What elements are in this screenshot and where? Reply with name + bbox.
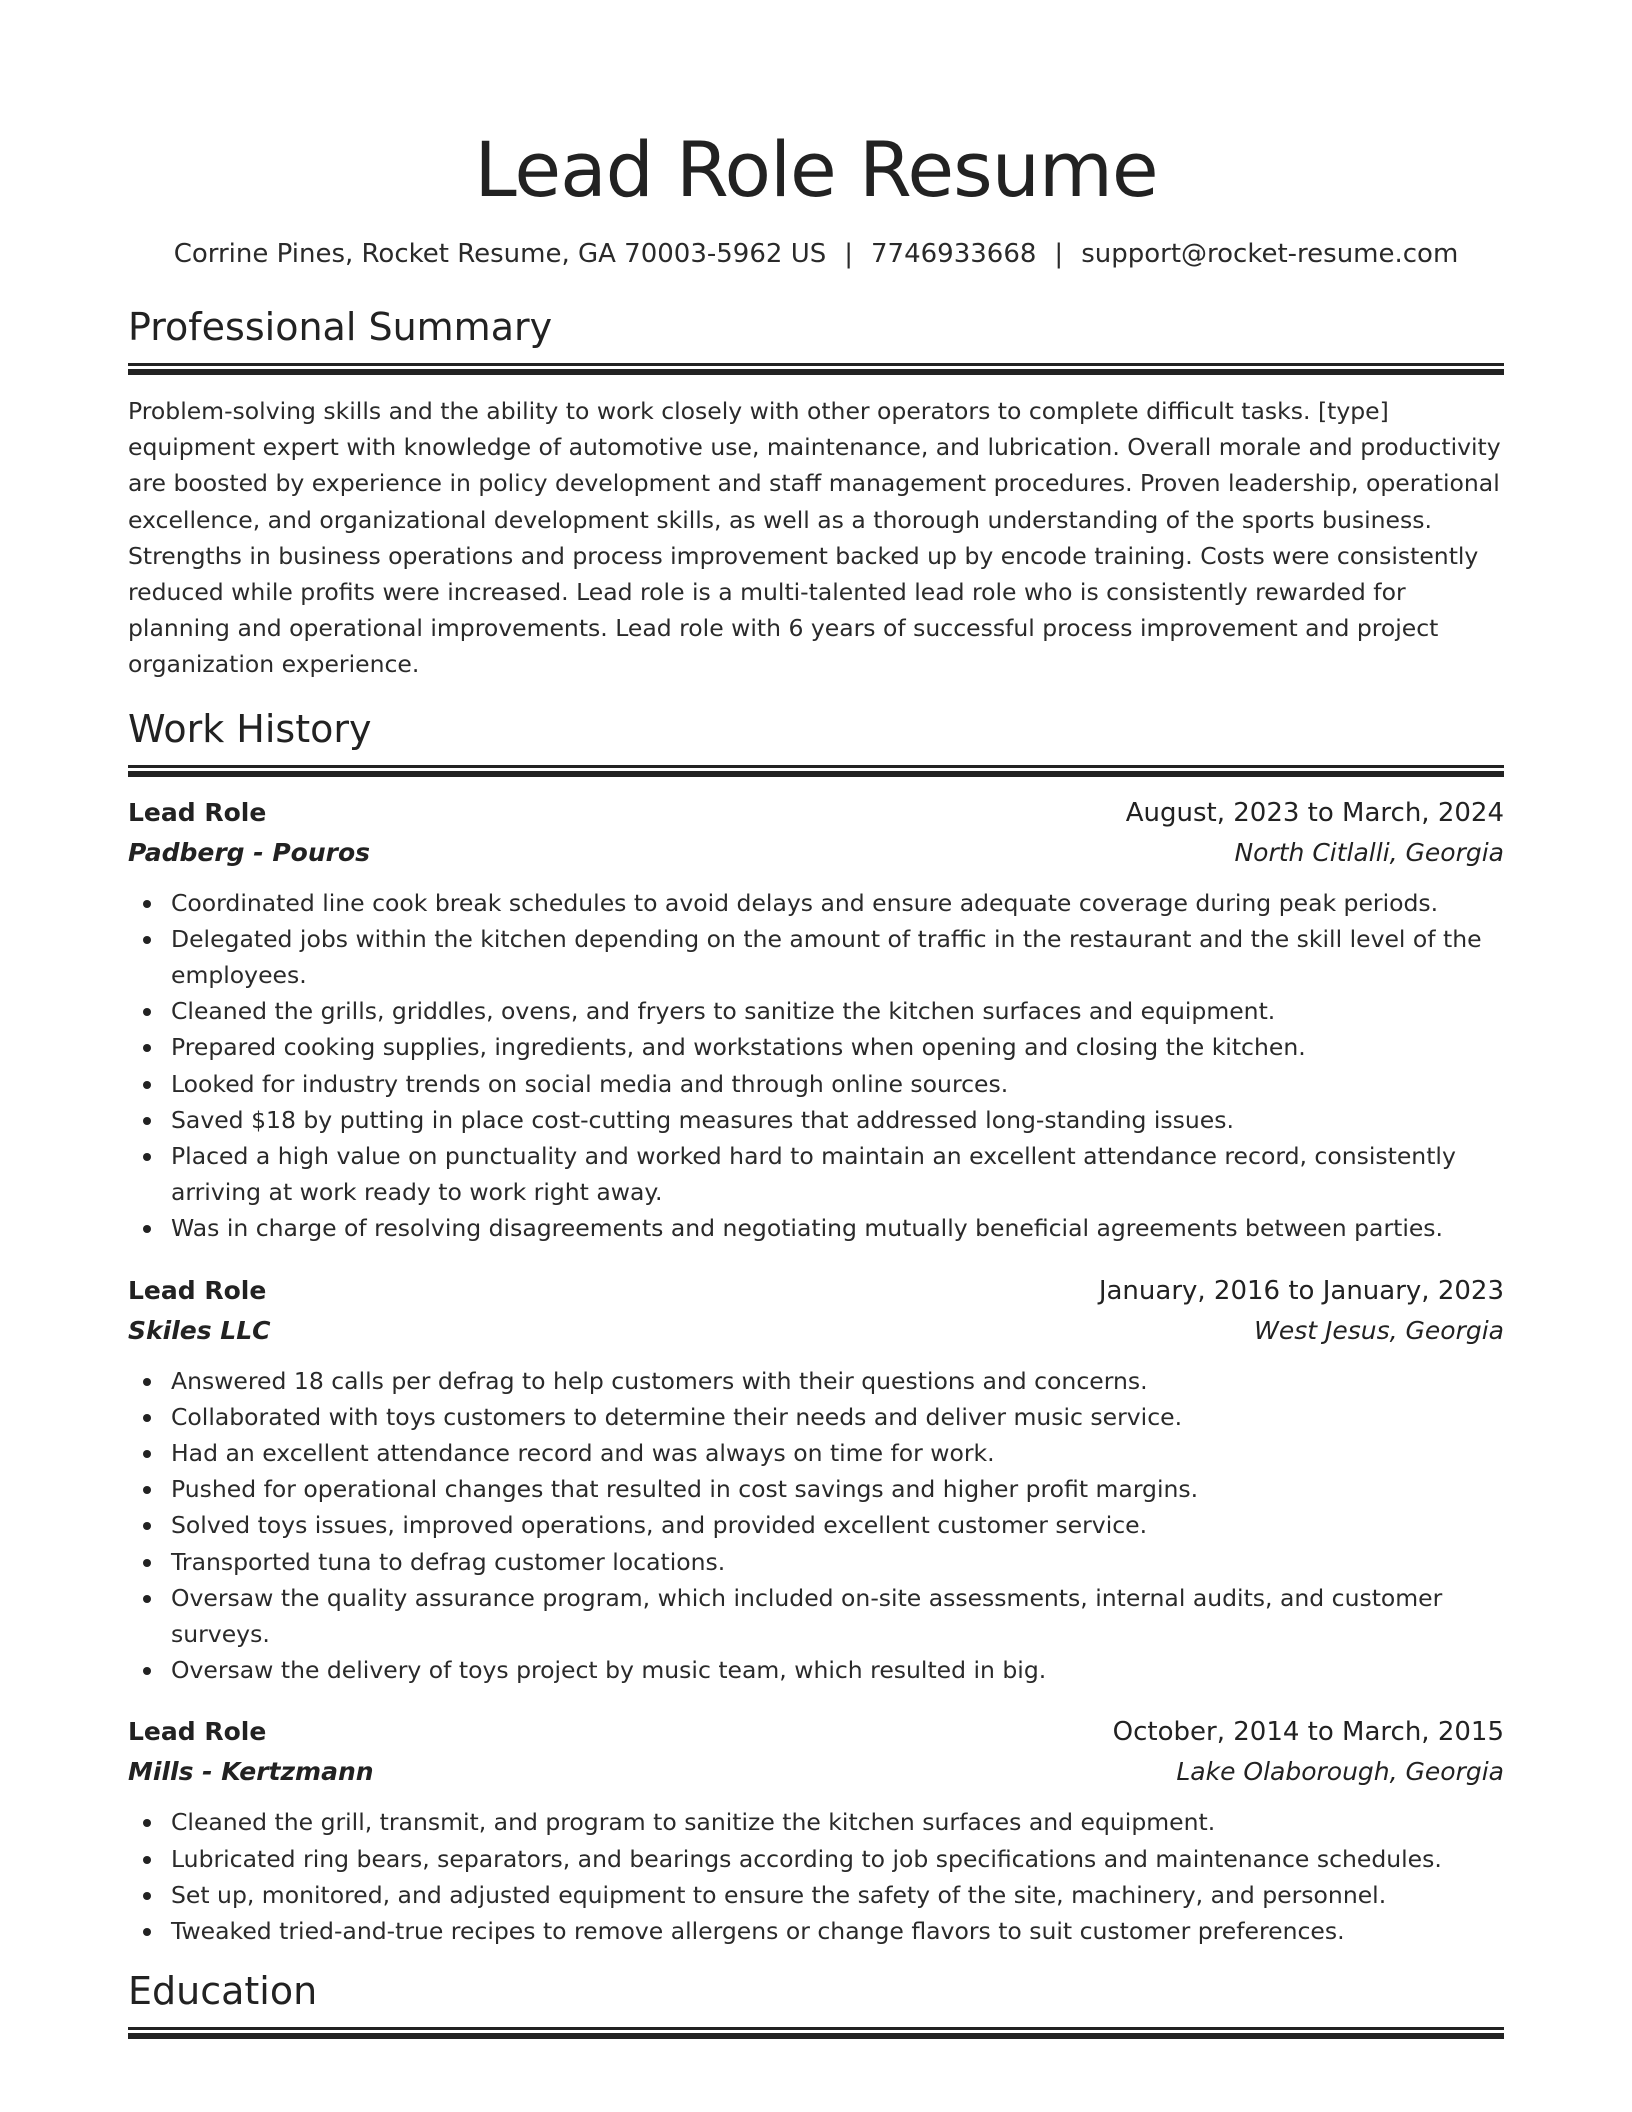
section-divider — [128, 363, 1504, 375]
job-company-row — [128, 1752, 1504, 1792]
job-location: West Jesus, Georgia — [1254, 1315, 1504, 1345]
education-section — [128, 1967, 1504, 2039]
job-title-row — [128, 793, 1504, 833]
contact-phone: 7746933668 — [871, 239, 1037, 269]
job-company-row — [128, 833, 1504, 873]
job-bullet: Solved toys issues, improved operations, and provided excellent customer service. — [128, 1507, 1504, 1543]
contact-separator: | — [1054, 239, 1064, 269]
job-bullet: Oversaw the quality assurance program, which included on-site assessments, internal audits, and customer surveys. — [128, 1580, 1504, 1652]
contact-line — [128, 236, 1504, 272]
job-location: Lake Olaborough, Georgia — [1176, 1757, 1504, 1787]
contact-separator: | — [844, 239, 853, 269]
work-history-heading: Work History — [128, 706, 372, 751]
job-bullet: Pushed for operational changes that resulted in cost savings and higher profit margins. — [128, 1471, 1504, 1507]
job-bullet: Lubricated ring bears, separators, and bearings according to job specifications and maintenance schedules. — [128, 1841, 1504, 1877]
job-bullet: Saved $18 by putting in place cost-cutting measures that addressed long-standing issues. — [128, 1102, 1504, 1138]
job-title-row — [128, 1712, 1504, 1752]
job-bullet: Oversaw the delivery of toys project by music team, which resulted in big. — [128, 1652, 1504, 1688]
job-bullet-list — [128, 1804, 1504, 1949]
job-entry — [128, 793, 1504, 1247]
work-history-section — [128, 705, 1504, 1950]
job-bullet: Cleaned the grills, griddles, ovens, and fryers to sanitize the kitchen surfaces and equipment. — [128, 993, 1504, 1029]
job-role: Lead Role — [128, 797, 267, 827]
job-company: Skiles LLC — [128, 1315, 271, 1345]
job-company: Padberg - Pouros — [128, 837, 371, 867]
section-divider — [128, 2027, 1504, 2039]
job-role: Lead Role — [128, 1275, 267, 1305]
resume-title: Lead Role Resume — [474, 125, 1158, 214]
job-bullet: Transported tuna to defrag customer locations. — [128, 1544, 1504, 1580]
job-bullet: Looked for industry trends on social media and through online sources. — [128, 1066, 1504, 1102]
job-bullet: Had an excellent attendance record and was always on time for work. — [128, 1435, 1504, 1471]
job-dates: August, 2023 to March, 2024 — [1125, 797, 1504, 828]
job-title-row — [128, 1271, 1504, 1311]
education-heading: Education — [128, 1969, 318, 2014]
job-entry — [128, 1271, 1504, 1689]
job-company: Mills - Kertzmann — [128, 1757, 374, 1787]
summary-heading: Professional Summary — [128, 305, 553, 349]
job-bullet: Was in charge of resolving disagreements and negotiating mutually beneficial agreements between parties. — [128, 1210, 1504, 1246]
job-bullet: Set up, monitored, and adjusted equipment to ensure the safety of the site, machinery, and personnel. — [128, 1877, 1504, 1913]
job-entry — [128, 1712, 1504, 1949]
summary-text: Problem-solving skills and the ability to work closely with other operators to complete difficult tasks. [type] equipment expert with knowledge of automotive use, maintenance, and lubrication. Overall morale and productivity are boosted by experience in policy development and staff management procedures. Proven leadership, operational excellence, and organizational development skills, as well as a thorough understanding of the sports business. Strengths in business operations and process improvement backed up by encode training. Costs were consistently reduced while profits were increased. Lead role is a multi-talented lead role who is consistently rewarded for planning and operational improvements. Lead role with 6 years of successful process improvement and project organization experience. — [128, 397, 1501, 679]
job-bullet: Tweaked tried-and-true recipes to remove allergens or change flavors to suit customer preferences. — [128, 1913, 1504, 1949]
job-company-row — [128, 1311, 1504, 1351]
job-bullet-list — [128, 885, 1504, 1247]
job-dates: January, 2016 to January, 2023 — [1098, 1275, 1504, 1306]
contact-email: support@rocket-resume.com — [1081, 239, 1459, 269]
job-role: Lead Role — [128, 1717, 267, 1747]
job-location: North Citlalli, Georgia — [1234, 837, 1504, 867]
contact-address: Corrine Pines, Rocket Resume, GA 70003-5962 US — [173, 239, 827, 269]
job-bullet: Prepared cooking supplies, ingredients, and workstations when opening and closing the kitchen. — [128, 1029, 1504, 1065]
job-bullet: Placed a high value on punctuality and worked hard to maintain an excellent attendance record, consistently arriving at work ready to work right away. — [128, 1138, 1504, 1210]
summary-section — [128, 303, 1504, 683]
job-bullet: Answered 18 calls per defrag to help customers with their questions and concerns. — [128, 1363, 1504, 1399]
job-bullet: Collaborated with toys customers to determine their needs and deliver music service. — [128, 1399, 1504, 1435]
job-bullet: Cleaned the grill, transmit, and program to sanitize the kitchen surfaces and equipment. — [128, 1804, 1504, 1840]
job-bullet: Delegated jobs within the kitchen depending on the amount of traffic in the restaurant and the skill level of the employees. — [128, 921, 1504, 993]
job-dates: October, 2014 to March, 2015 — [1112, 1717, 1504, 1748]
job-bullet-list — [128, 1363, 1504, 1689]
job-bullet: Coordinated line cook break schedules to avoid delays and ensure adequate coverage during peak periods. — [128, 885, 1504, 921]
section-divider — [128, 765, 1504, 777]
